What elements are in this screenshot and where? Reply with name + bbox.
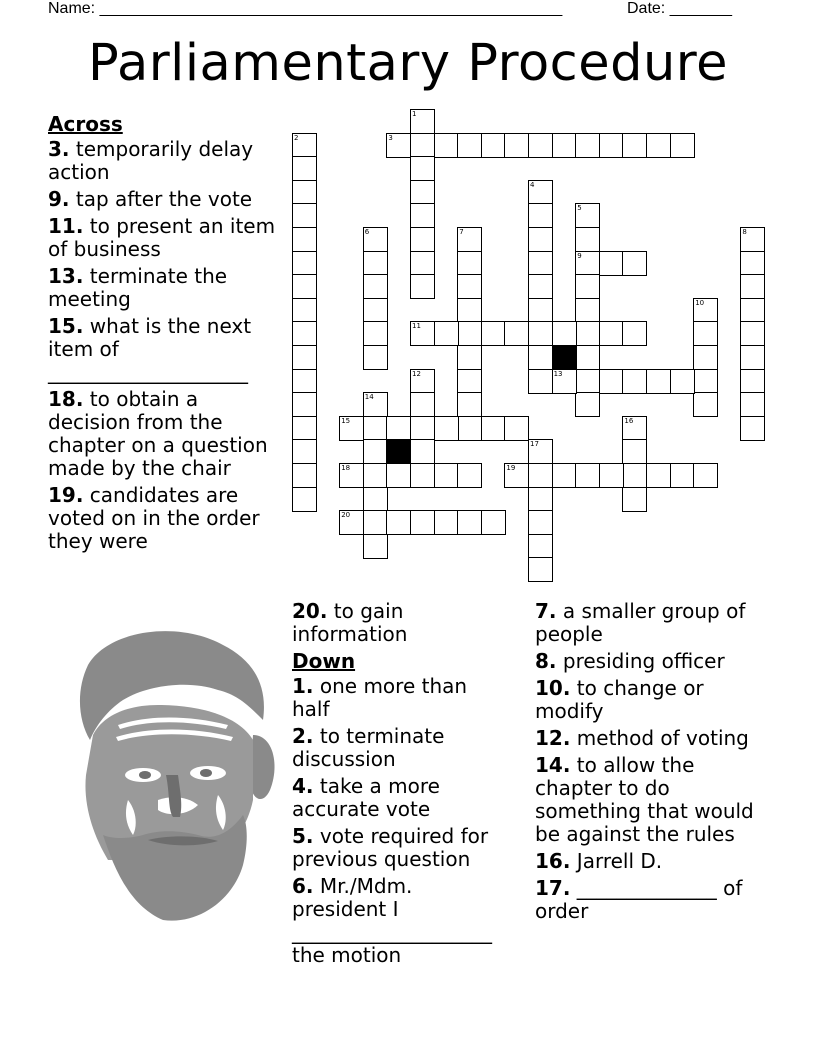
grid-cell[interactable] xyxy=(481,133,506,158)
grid-cell[interactable] xyxy=(528,534,553,559)
grid-cell[interactable] xyxy=(292,487,317,512)
grid-cell[interactable] xyxy=(622,487,647,512)
grid-cell[interactable] xyxy=(670,369,695,394)
grid-clue-number: 15 xyxy=(341,416,351,425)
grid-cell[interactable] xyxy=(363,321,388,346)
grid-cell[interactable] xyxy=(363,463,388,488)
grid-cell[interactable] xyxy=(434,133,459,158)
grid-cell[interactable] xyxy=(292,274,317,299)
grid-cell[interactable] xyxy=(575,463,600,488)
grid-cell[interactable] xyxy=(410,392,435,417)
grid-cell[interactable] xyxy=(528,227,553,252)
grid-cell[interactable] xyxy=(575,274,600,299)
grid-cell[interactable] xyxy=(528,180,553,205)
grid-clue-number: 18 xyxy=(341,464,351,472)
grid-cell[interactable] xyxy=(599,369,624,394)
grid-cell[interactable] xyxy=(457,321,482,346)
grid-clue-number: 4 xyxy=(530,180,535,189)
grid-cell[interactable] xyxy=(292,392,317,417)
grid-cell[interactable] xyxy=(410,109,435,134)
grid-cell[interactable] xyxy=(457,369,482,394)
grid-cell[interactable] xyxy=(575,227,600,252)
grid-cell[interactable] xyxy=(740,227,765,252)
grid-cell[interactable] xyxy=(363,534,388,559)
grid-cell[interactable] xyxy=(292,251,317,276)
grid-cell[interactable] xyxy=(457,345,482,370)
grid-cell[interactable] xyxy=(363,298,388,323)
grid-cell[interactable] xyxy=(504,416,529,441)
grid-cell[interactable] xyxy=(528,203,553,228)
grid-cell[interactable] xyxy=(292,439,317,464)
down-clue-17: 17. ______________ of order xyxy=(535,876,743,923)
grid-clue-number: 17 xyxy=(530,440,539,449)
grid-cell[interactable] xyxy=(504,133,529,158)
grid-cell[interactable] xyxy=(339,463,364,488)
grid-cell[interactable] xyxy=(528,345,553,370)
grid-cell[interactable] xyxy=(410,369,435,394)
grid-cell[interactable] xyxy=(599,321,624,346)
clues-middle-column xyxy=(292,600,507,971)
down-clue-10: 10. to change or modify xyxy=(535,676,704,723)
down-clue-7: 7. a smaller group of people xyxy=(535,599,746,646)
grid-cell[interactable] xyxy=(740,345,765,370)
grid-cell[interactable] xyxy=(622,369,647,394)
grid-cell[interactable] xyxy=(622,251,647,276)
grid-cell[interactable] xyxy=(410,274,435,299)
grid-cell[interactable] xyxy=(740,369,765,394)
down-clue-1: 1. one more than half xyxy=(292,674,468,721)
grid-cell[interactable] xyxy=(693,321,718,346)
grid-cell[interactable] xyxy=(434,416,459,441)
grid-cell[interactable] xyxy=(575,251,600,276)
grid-cell[interactable] xyxy=(646,463,671,488)
grid-cell[interactable] xyxy=(410,251,435,276)
grid-clue-number: 1 xyxy=(412,110,417,118)
grid-cell[interactable] xyxy=(363,416,388,441)
grid-cell[interactable] xyxy=(292,203,317,228)
grid-cell[interactable] xyxy=(552,369,577,394)
down-clue-4: 4. take a more accurate vote xyxy=(292,774,440,821)
grid-cell[interactable] xyxy=(575,369,600,394)
grid-cell[interactable] xyxy=(457,416,482,441)
grid-clue-number: 20 xyxy=(341,511,351,520)
grid-cell[interactable] xyxy=(457,298,482,323)
grid-cell[interactable] xyxy=(292,298,317,323)
grid-cell[interactable] xyxy=(552,463,577,488)
down-clue-6: 6. Mr./Mdm. president I ____________________ the motion xyxy=(292,874,492,967)
grid-cell[interactable] xyxy=(457,510,482,535)
grid-cell[interactable] xyxy=(410,416,435,441)
grid-cell[interactable] xyxy=(410,463,435,488)
grid-clue-number: 8 xyxy=(742,228,747,236)
grid-clue-number: 5 xyxy=(577,204,582,213)
grid-cell[interactable] xyxy=(693,463,718,488)
grid-cell[interactable] xyxy=(410,227,435,252)
grid-cell[interactable] xyxy=(339,416,364,441)
grid-cell[interactable] xyxy=(575,203,600,228)
grid-cell[interactable] xyxy=(363,345,388,370)
grid-cell[interactable] xyxy=(363,227,388,252)
grid-cell[interactable] xyxy=(693,345,718,370)
date-field[interactable]: Date: _______ xyxy=(627,0,732,17)
grid-cell[interactable] xyxy=(528,298,553,323)
lincoln-portrait-icon xyxy=(48,625,288,925)
grid-cell[interactable] xyxy=(410,439,435,464)
grid-cell[interactable] xyxy=(740,298,765,323)
grid-cell[interactable] xyxy=(504,321,529,346)
grid-cell[interactable] xyxy=(552,321,577,346)
grid-cell[interactable] xyxy=(363,274,388,299)
grid-cell[interactable] xyxy=(740,321,765,346)
grid-cell[interactable] xyxy=(386,463,411,488)
grid-cell[interactable] xyxy=(386,416,411,441)
grid-cell[interactable] xyxy=(363,392,388,417)
clues-right-column xyxy=(535,600,765,927)
down-clue-12: 12. method of voting xyxy=(535,726,749,750)
grid-cell[interactable] xyxy=(363,510,388,535)
grid-cell[interactable] xyxy=(292,133,317,158)
grid-cell[interactable] xyxy=(670,133,695,158)
grid-cell[interactable] xyxy=(481,510,506,535)
grid-cell[interactable] xyxy=(528,133,553,158)
down-clue-5: 5. vote required for previous question xyxy=(292,824,489,871)
grid-cell[interactable] xyxy=(363,439,388,464)
grid-cell[interactable] xyxy=(528,487,553,512)
grid-cell[interactable] xyxy=(292,345,317,370)
grid-cell[interactable] xyxy=(363,251,388,276)
grid-cell[interactable] xyxy=(693,392,718,417)
grid-cell[interactable] xyxy=(599,133,624,158)
grid-clue-number: 12 xyxy=(412,369,421,378)
down-clue-8: 8. presiding officer xyxy=(535,649,725,673)
across-clues xyxy=(48,113,284,557)
grid-cell[interactable] xyxy=(528,321,553,346)
grid-cell[interactable] xyxy=(504,463,529,488)
page-title: Parliamentary Procedure xyxy=(87,34,728,93)
grid-cell[interactable] xyxy=(481,321,506,346)
grid-cell[interactable] xyxy=(292,180,317,205)
across-clue-18: 18. to obtain a decision from the chapter on a question made by the chair xyxy=(48,387,268,480)
grid-cell[interactable] xyxy=(292,156,317,181)
grid-cell[interactable] xyxy=(339,510,364,535)
grid-cell[interactable] xyxy=(386,133,411,158)
across-clue-11: 11. to present an item of business xyxy=(48,214,276,261)
grid-clue-number: 7 xyxy=(459,228,464,236)
grid-cell[interactable] xyxy=(410,510,435,535)
grid-clue-number: 2 xyxy=(294,133,299,142)
across-clue-19: 19. candidates are voted on in the order they were xyxy=(48,483,260,553)
grid-cell[interactable] xyxy=(740,274,765,299)
grid-cell[interactable] xyxy=(528,463,553,488)
grid-cell[interactable] xyxy=(292,416,317,441)
grid-cell[interactable] xyxy=(670,463,695,488)
grid-cell[interactable] xyxy=(434,321,459,346)
grid-cell[interactable] xyxy=(646,369,671,394)
across-clue-15: 15. what is the next item of ____________________ xyxy=(48,314,252,384)
grid-clue-number: 6 xyxy=(364,228,370,236)
grid-clue-number: 13 xyxy=(553,369,563,378)
grid-cell[interactable] xyxy=(410,203,435,228)
across-clue-13: 13. terminate the meeting xyxy=(48,264,228,311)
grid-cell[interactable] xyxy=(457,227,482,252)
across-heading: Across xyxy=(48,112,123,136)
grid-cell[interactable] xyxy=(410,180,435,205)
grid-clue-number: 11 xyxy=(412,322,421,331)
grid-clue-number: 14 xyxy=(364,393,374,402)
grid-cell[interactable] xyxy=(292,321,317,346)
grid-cell[interactable] xyxy=(292,369,317,394)
grid-clue-number: 16 xyxy=(624,416,634,425)
grid-cell[interactable] xyxy=(740,416,765,441)
grid-cell[interactable] xyxy=(457,133,482,158)
grid-cell[interactable] xyxy=(646,133,671,158)
grid-cell[interactable] xyxy=(528,251,553,276)
grid-cell[interactable] xyxy=(599,463,624,488)
across-clue-20: 20. to gain information xyxy=(292,599,408,646)
grid-cell[interactable] xyxy=(481,416,506,441)
grid-clue-number: 10 xyxy=(695,298,705,307)
grid-cell[interactable] xyxy=(552,133,577,158)
grid-cell[interactable] xyxy=(622,463,647,488)
down-clue-2: 2. to terminate discussion xyxy=(292,724,445,771)
grid-cell[interactable] xyxy=(622,416,647,441)
grid-cell[interactable] xyxy=(434,463,459,488)
grid-cell[interactable] xyxy=(575,321,600,346)
down-heading: Down xyxy=(292,649,356,673)
grid-clue-number: 3 xyxy=(388,133,393,142)
grid-cell[interactable] xyxy=(292,463,317,488)
grid-cell[interactable] xyxy=(622,321,647,346)
across-clue-9: 9. tap after the vote xyxy=(48,187,253,211)
grid-block xyxy=(552,345,577,370)
grid-block xyxy=(386,439,411,464)
grid-cell[interactable] xyxy=(410,156,435,181)
grid-cell[interactable] xyxy=(528,439,553,464)
grid-cell[interactable] xyxy=(292,227,317,252)
grid-cell[interactable] xyxy=(457,463,482,488)
grid-cell[interactable] xyxy=(622,133,647,158)
grid-cell[interactable] xyxy=(693,369,718,394)
grid-cell[interactable] xyxy=(528,557,553,582)
grid-cell[interactable] xyxy=(528,510,553,535)
grid-cell[interactable] xyxy=(434,510,459,535)
grid-cell[interactable] xyxy=(457,392,482,417)
grid-cell[interactable] xyxy=(575,345,600,370)
grid-cell[interactable] xyxy=(410,133,435,158)
name-field[interactable]: Name: ____________________________________________________ xyxy=(48,0,563,17)
grid-cell[interactable] xyxy=(575,133,600,158)
grid-cell[interactable] xyxy=(457,274,482,299)
grid-cell[interactable] xyxy=(693,298,718,323)
grid-cell[interactable] xyxy=(575,392,600,417)
grid-cell[interactable] xyxy=(622,439,647,464)
grid-cell[interactable] xyxy=(528,274,553,299)
down-clue-16: 16. Jarrell D. xyxy=(535,849,663,873)
grid-cell[interactable] xyxy=(410,321,435,346)
grid-clue-number: 19 xyxy=(506,464,516,472)
grid-cell[interactable] xyxy=(386,510,411,535)
grid-cell[interactable] xyxy=(599,251,624,276)
grid-cell[interactable] xyxy=(575,298,600,323)
grid-cell[interactable] xyxy=(740,392,765,417)
grid-cell[interactable] xyxy=(457,251,482,276)
grid-cell[interactable] xyxy=(740,251,765,276)
down-clue-14: 14. to allow the chapter to do something that would be against the rules xyxy=(535,753,754,846)
grid-cell[interactable] xyxy=(528,369,553,394)
grid-cell[interactable] xyxy=(363,487,388,512)
across-clue-3: 3. temporarily delay action xyxy=(48,137,254,184)
grid-clue-number: 9 xyxy=(577,251,582,260)
